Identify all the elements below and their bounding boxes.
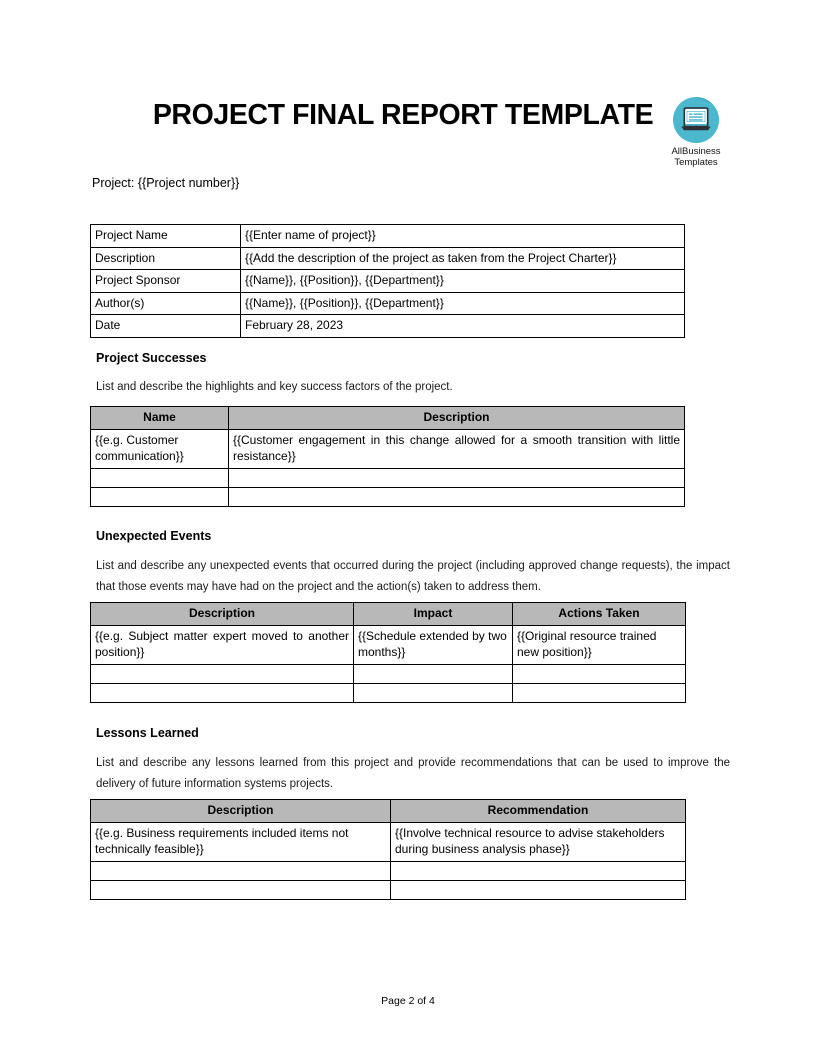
table-row <box>91 429 685 468</box>
brand-name-line2: Templates <box>674 157 718 168</box>
info-label: Author(s) <box>91 292 241 315</box>
table-row <box>91 315 685 338</box>
table-row <box>91 468 685 487</box>
brand-name-line1: AllBusiness <box>671 146 721 157</box>
success-name[interactable]: {{e.g. Customer communication}} <box>91 429 229 468</box>
success-name[interactable] <box>91 487 229 506</box>
table-header-row <box>91 800 686 823</box>
event-actions[interactable] <box>513 664 686 683</box>
section-description-events: List and describe any unexpected events that occurred during the project (including approved change requests), the impact that those events may have had on the project and the action(s) taken to address them. <box>96 560 730 593</box>
page-footer: Page 2 of 4 <box>381 995 435 1007</box>
lesson-recommendation[interactable] <box>391 880 686 899</box>
event-actions[interactable]: {{Original resource trained new position}} <box>513 625 686 664</box>
column-header-description: Description <box>91 603 354 626</box>
project-successes-table <box>90 406 685 507</box>
info-label: Description <box>91 247 241 270</box>
event-impact[interactable]: {{Schedule extended by two months}} <box>354 625 513 664</box>
section-description-successes: List and describe the highlights and key success factors of the project. <box>96 381 453 393</box>
success-description[interactable]: {{Customer engagement in this change allowed for a smooth transition with little resistance}} <box>229 429 685 468</box>
lessons-learned-table <box>90 799 686 900</box>
table-row <box>91 225 685 248</box>
table-row <box>91 625 686 664</box>
lesson-recommendation[interactable] <box>391 861 686 880</box>
project-number-line: Project: {{Project number}} <box>92 176 240 190</box>
table-row <box>91 861 686 880</box>
table-row <box>91 880 686 899</box>
column-header-name: Name <box>91 407 229 430</box>
column-header-description: Description <box>91 800 391 823</box>
table-header-row <box>91 603 686 626</box>
success-name[interactable] <box>91 468 229 487</box>
event-description[interactable] <box>91 683 354 702</box>
laptop-icon <box>672 96 720 144</box>
section-heading-successes: Project Successes <box>96 351 207 365</box>
event-impact[interactable] <box>354 683 513 702</box>
info-label: Project Sponsor <box>91 270 241 293</box>
lesson-description[interactable]: {{e.g. Business requirements included items not technically feasible}} <box>91 822 391 861</box>
page-title: PROJECT FINAL REPORT TEMPLATE <box>152 99 654 131</box>
table-row <box>91 270 685 293</box>
info-value[interactable]: {{Name}}, {{Position}}, {{Department}} <box>241 270 685 293</box>
column-header-recommendation: Recommendation <box>391 800 686 823</box>
project-info-table <box>90 224 685 338</box>
info-value[interactable]: {{Add the description of the project as taken from the Project Charter}} <box>241 247 685 270</box>
table-row <box>91 247 685 270</box>
info-value[interactable]: {{Enter name of project}} <box>241 225 685 248</box>
info-label: Date <box>91 315 241 338</box>
table-row <box>91 664 686 683</box>
event-description[interactable] <box>91 664 354 683</box>
table-row <box>91 683 686 702</box>
info-value[interactable]: February 28, 2023 <box>241 315 685 338</box>
column-header-impact: Impact <box>354 603 513 626</box>
brand-logo-text <box>656 146 736 168</box>
section-heading-lessons: Lessons Learned <box>96 726 199 740</box>
document-header <box>90 96 736 166</box>
table-header-row <box>91 407 685 430</box>
table-row <box>91 292 685 315</box>
event-actions[interactable] <box>513 683 686 702</box>
info-label: Project Name <box>91 225 241 248</box>
success-description[interactable] <box>229 487 685 506</box>
section-description-lessons: List and describe any lessons learned from this project and provide recommendations that can be used to improve the delivery of future information systems projects. <box>96 757 730 790</box>
lesson-description[interactable] <box>91 861 391 880</box>
column-header-actions-taken: Actions Taken <box>513 603 686 626</box>
info-value[interactable]: {{Name}}, {{Position}}, {{Department}} <box>241 292 685 315</box>
brand-logo <box>656 96 736 168</box>
table-row <box>91 487 685 506</box>
section-heading-events: Unexpected Events <box>96 529 212 543</box>
table-row <box>91 822 686 861</box>
event-description[interactable]: {{e.g. Subject matter expert moved to another position}} <box>91 625 354 664</box>
lesson-recommendation[interactable]: {{Involve technical resource to advise stakeholders during business analysis phase}} <box>391 822 686 861</box>
success-description[interactable] <box>229 468 685 487</box>
column-header-description: Description <box>229 407 685 430</box>
event-impact[interactable] <box>354 664 513 683</box>
unexpected-events-table <box>90 602 686 703</box>
lesson-description[interactable] <box>91 880 391 899</box>
